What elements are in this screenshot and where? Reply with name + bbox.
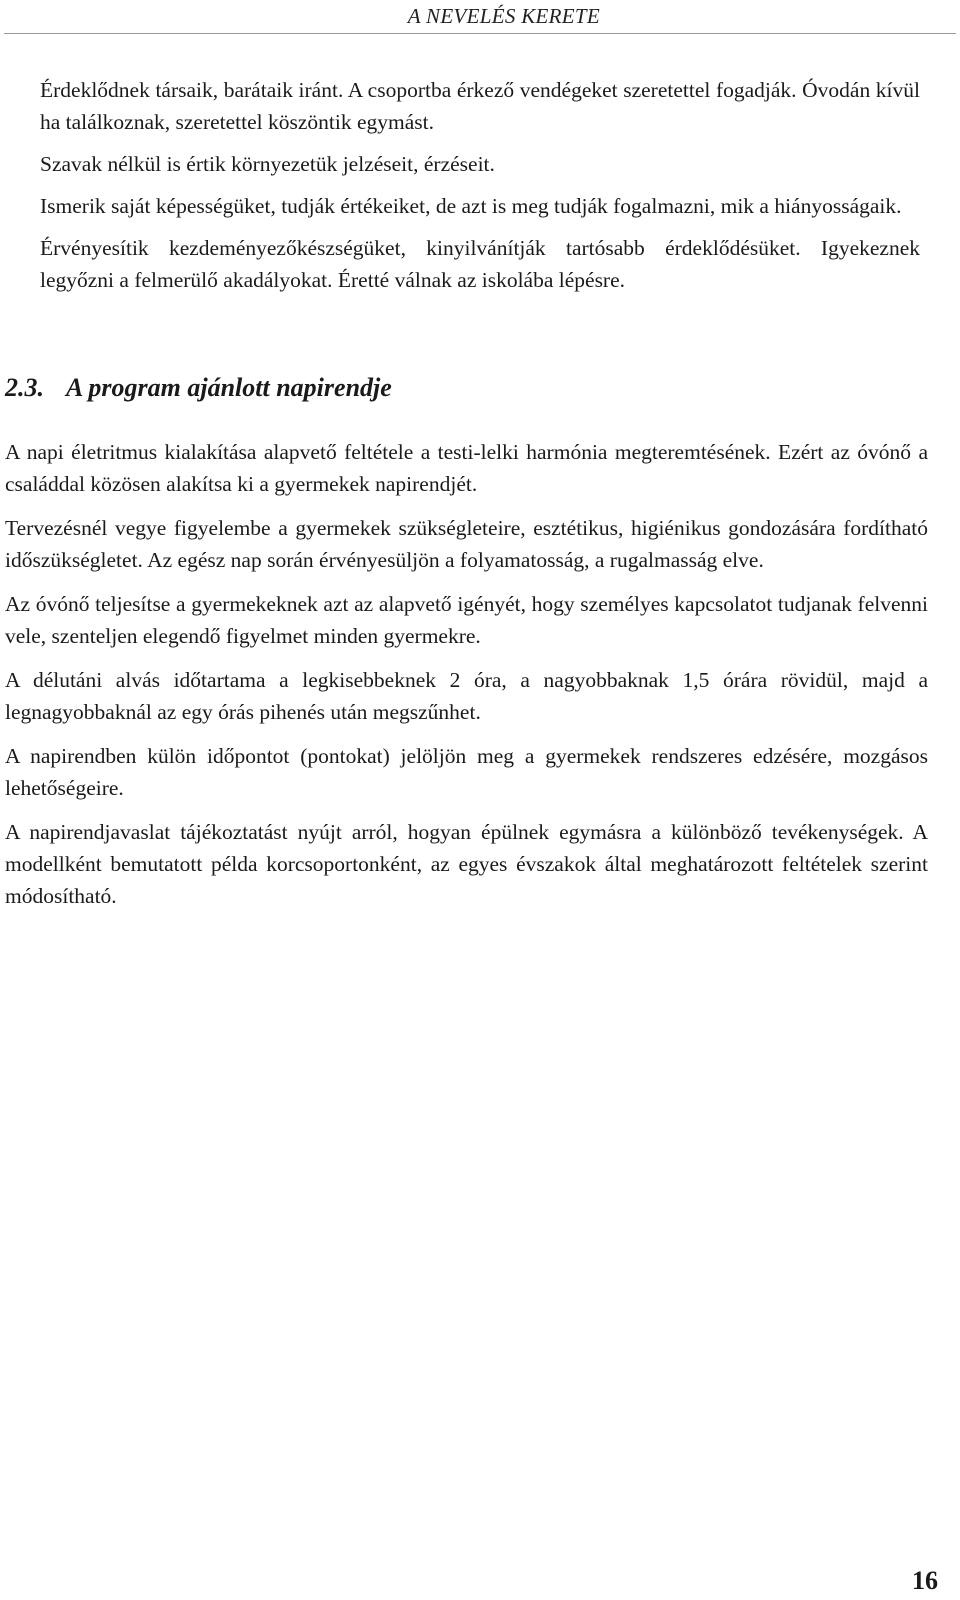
intro-paragraph: Érdeklődnek társaik, barátaik iránt. A csoportba érkező vendégeket szeretettel fogadják. Óvodán kívül ha találkoznak, szeretettel köszöntik egymást. — [40, 78, 920, 134]
header-rule — [4, 33, 956, 34]
running-header: A NEVELÉS KERETE — [407, 4, 600, 28]
section-title: A program ajánlott napirendje — [66, 373, 392, 402]
body-paragraph: A délutáni alvás időtartama a legkisebbeknek 2 óra, a nagyobbaknak 1,5 órára rövidül, majd a legnagyobbaknál az egy órás pihenés után megszűnhet. — [5, 668, 928, 724]
body-paragraph: Tervezésnél vegye figyelembe a gyermekek szükségleteire, esztétikus, higiénikus gondozására fordítható időszükségletet. Az egész nap során érvényesüljön a folyamatosság, a rugalmasság elve. — [5, 516, 928, 572]
section-number: 2.3. — [5, 373, 44, 402]
intro-paragraph: Ismerik saját képességüket, tudják értékeiket, de azt is meg tudják fogalmazni, mik a hiányosságaik. — [40, 194, 902, 218]
section-body — [5, 436, 928, 924]
body-paragraph: A napirendjavaslat tájékoztatást nyújt arról, hogyan épülnek egymásra a különböző tevékenységek. A modellként bemutatott példa korcsoportonként, az egyes évszakok által meghatározott feltételek szerint módosítható. — [5, 820, 928, 908]
page-number: 16 — [912, 1566, 938, 1595]
body-paragraph: A napi életritmus kialakítása alapvető feltétele a testi-lelki harmónia megteremtésének. Ezért az óvónő a családdal közösen alakítsa ki a gyermekek napirendjét. — [5, 440, 928, 496]
body-paragraph: A napirendben külön időpontot (pontokat) jelöljön meg a gyermekek rendszeres edzésére, mozgásos lehetőségeire. — [5, 744, 928, 800]
intro-paragraph: Érvényesítik kezdeményezőkészségüket, kinyilvánítják tartósabb érdeklődésüket. Igyekeznek legyőzni a felmerülő akadályokat. Éretté válnak az iskolába lépésre. — [40, 236, 920, 292]
intro-paragraph: Szavak nélkül is értik környezetük jelzéseit, érzéseit. — [40, 152, 495, 176]
section-heading — [5, 373, 392, 403]
intro-text — [40, 74, 920, 306]
body-paragraph: Az óvónő teljesítse a gyermekeknek azt az alapvető igényét, hogy személyes kapcsolatot tudjanak felvenni vele, szenteljen elegendő figyelmet minden gyermekre. — [5, 592, 928, 648]
